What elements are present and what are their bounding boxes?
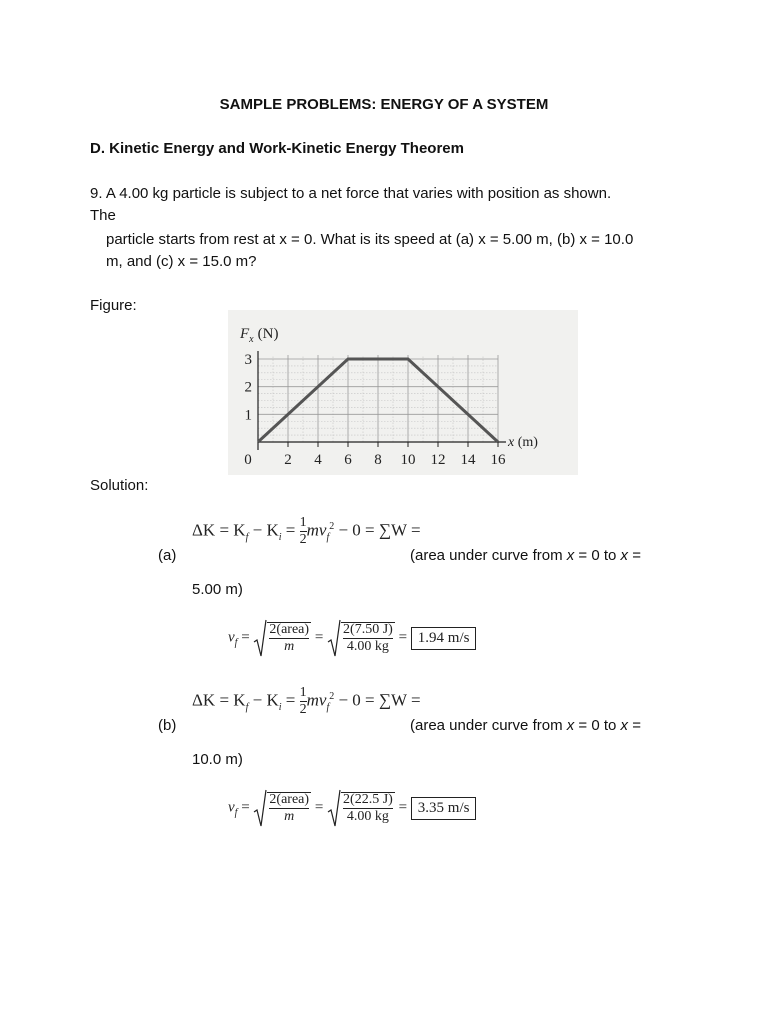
problem-line-2: The (90, 207, 116, 224)
result-b-box: 3.35 m/s (411, 797, 477, 820)
page-heading: SAMPLE PROBLEMS: ENERGY OF A SYSTEM (219, 96, 549, 113)
tick-labels (244, 352, 506, 468)
section-title: D. Kinetic Energy and Work-Kinetic Energy Theorem (90, 140, 464, 157)
problem-line-3: particle starts from rest at x = 0. What is its speed at (a) x = 5.00 m, (b) x = 10.0 (106, 231, 634, 248)
force-position-graph (228, 310, 578, 475)
x-tick-label: 2 (284, 452, 292, 468)
y-tick-label: 1 (244, 407, 252, 424)
figure-label: Figure: (90, 297, 137, 314)
x-tick-label: 0 (244, 452, 252, 468)
work-energy-equation-b: $\Delta K = K_f - K_i$ = $\frac{1}{2}$ $mv_f^2 - 0 = \sum W$ = (192, 685, 421, 717)
x-tick-label: 4 (314, 452, 322, 468)
part-b-label: (b) (158, 717, 177, 734)
x-tick-label: 6 (344, 452, 352, 468)
x-tick-label: 16 (490, 452, 506, 468)
part-b-note: (area under curve from x = 0 to x = (410, 717, 641, 734)
x-tick-label: 14 (460, 452, 476, 468)
speed-equation-a: $v_f$ = $\frac{\text{2(area)}}{m}$ = $\frac{2(7.50 J)}{4.00 kg}$ = 1.94 m/s (228, 618, 476, 658)
grid (258, 355, 498, 442)
chart-svg (228, 310, 578, 475)
x-tick-label: 10 (400, 452, 416, 468)
y-tick-label: 2 (244, 379, 252, 396)
solution-label: Solution: (90, 477, 149, 494)
result-a-box: 1.94 m/s (411, 627, 477, 650)
x-axis-label: x (m) (508, 435, 538, 450)
problem-line-4: m, and (c) x = 15.0 m? (106, 253, 257, 270)
y-tick-label: 3 (244, 352, 252, 368)
part-a-note-continued: 5.00 m) (192, 581, 243, 598)
part-b-note-continued: 10.0 m) (192, 751, 243, 768)
part-a-note: (area under curve from x = 0 to x = (410, 547, 641, 564)
work-energy-equation-a: $\Delta K = K_f - K_i$ = $\frac{1}{2}$ $mv_f^2 - 0 = \sum W$ = (192, 515, 421, 547)
part-a-label: (a) (158, 547, 177, 564)
x-tick-label: 8 (374, 452, 382, 468)
speed-equation-b: $v_f$ = $\frac{\text{2(area)}}{m}$ = $\frac{2(22.5 J)}{4.00 kg}$ = 3.35 m/s (228, 788, 476, 828)
problem-line-1: 9. A 4.00 kg particle is subject to a net force that varies with position as shown. (90, 185, 612, 202)
y-axis-label: $F_x$ (N) (240, 326, 279, 345)
x-tick-label: 12 (430, 452, 446, 468)
